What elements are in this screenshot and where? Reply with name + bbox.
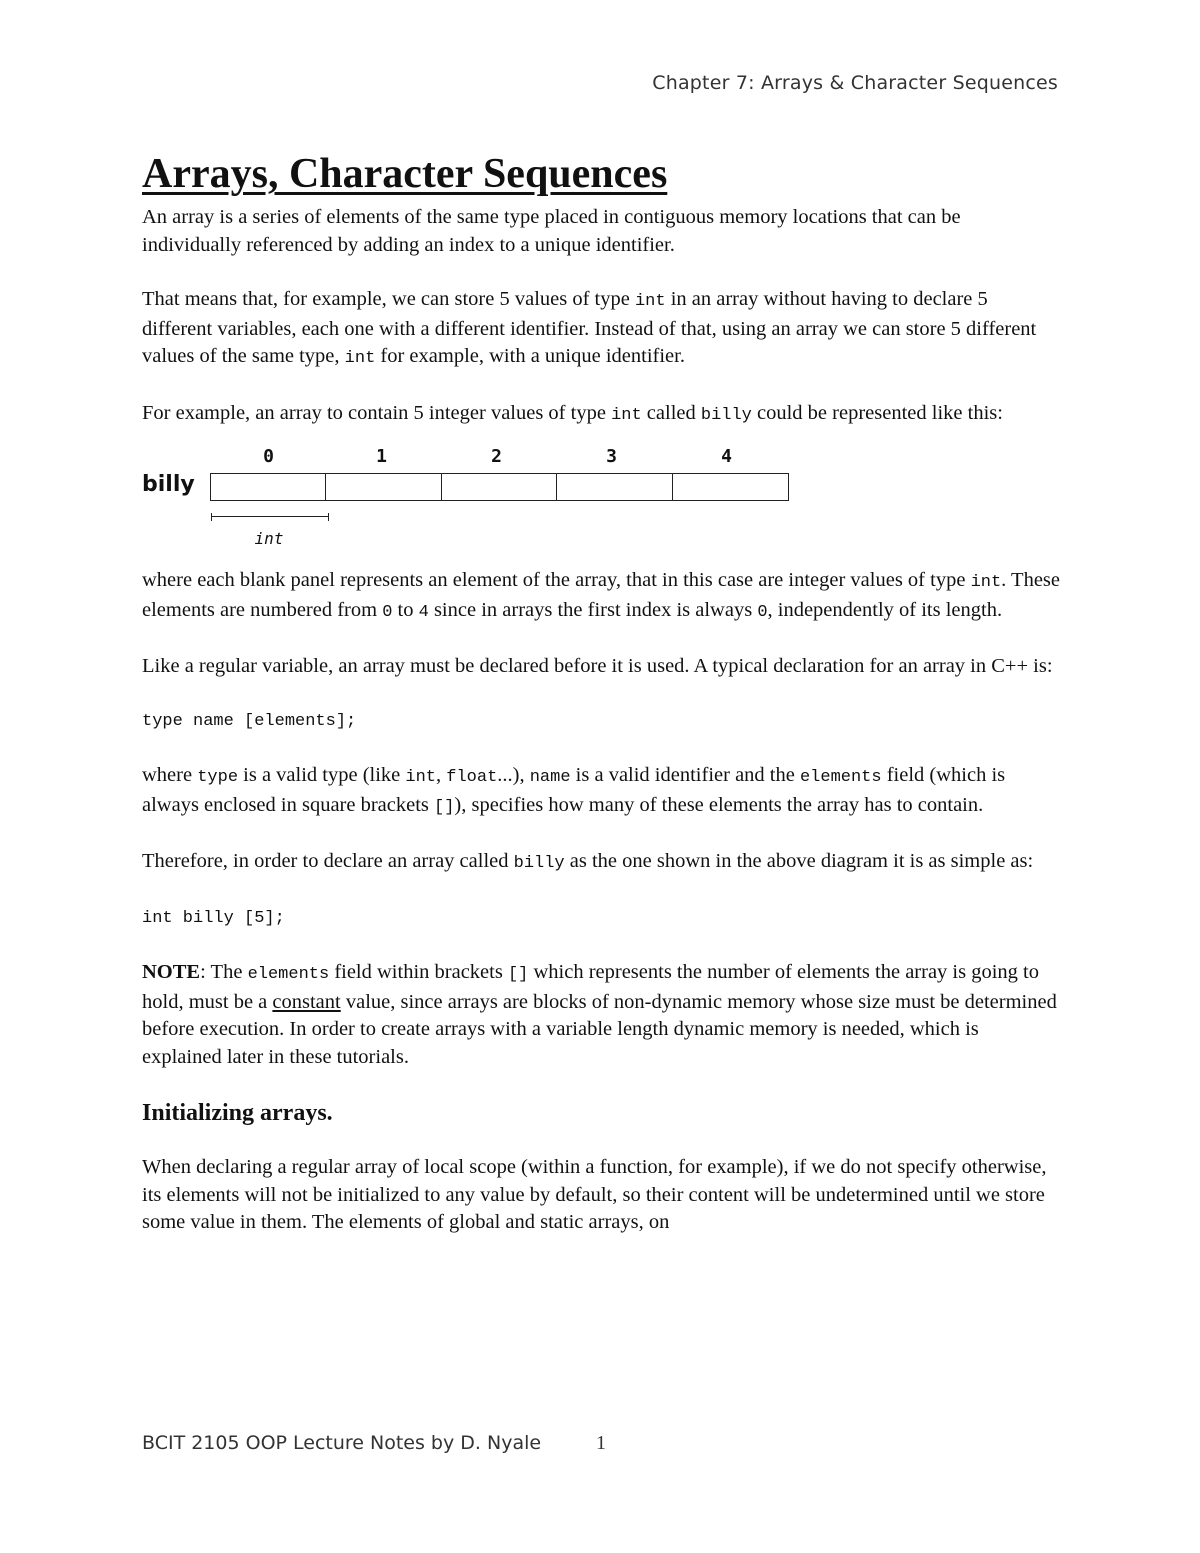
array-diagram xyxy=(142,443,1062,563)
array-name-label: billy xyxy=(142,472,195,497)
paragraph-initializing: When declaring a regular array of local scope (within a function, for example), if we do not specify otherwise, its elements will not be initialized to any value by default, so their content will be undetermined until we store some value in them. The elements of global and static arrays, on xyxy=(142,1156,1047,1233)
paragraph-diagram-intro: For example, an array to contain 5 integer values of type int called billy could be represented like this: xyxy=(142,401,1003,425)
index-label-3: 3 xyxy=(606,446,617,467)
code-declaration-syntax: type name [elements]; xyxy=(142,711,357,731)
array-cell xyxy=(672,473,789,501)
page-number: 1 xyxy=(596,1432,606,1454)
page-footer xyxy=(142,1432,606,1454)
index-label-1: 1 xyxy=(376,446,387,467)
paragraph-therefore: Therefore, in order to declare an array called billy as the one shown in the above diagram it is as simple as: xyxy=(142,850,1034,873)
code-declaration-example: int billy [5]; xyxy=(142,908,285,928)
index-label-0: 0 xyxy=(263,446,274,467)
paragraph-intro: An array is a series of elements of the same type placed in contiguous memory locations that can be individually referenced by adding an index to a unique identifier. xyxy=(142,206,961,256)
element-type-label: int xyxy=(254,529,284,548)
page-title: Arrays, Character Sequences xyxy=(142,151,668,197)
array-cell xyxy=(556,473,673,501)
paragraph-panels: where each blank panel represents an element of the array, that in this case are integer values of type int. These elements are numbered from 0 to 4 since in arrays the first index is always 0, independently of its length. xyxy=(142,569,1060,622)
note-label: NOTE xyxy=(142,961,201,983)
paragraph-note: NOTE: The elements field within brackets [] which represents the number of elements the array is going to hold, must be a constant value, since arrays are blocks of non-dynamic memory whose size must be determined before execution. In order to create arrays with a variable length dynamic memory is needed, which is explained later in these tutorials. xyxy=(142,961,1057,1068)
footer-text: BCIT 2105 OOP Lecture Notes by D. Nyale xyxy=(142,1432,542,1454)
array-cell xyxy=(441,473,558,501)
index-label-4: 4 xyxy=(721,446,732,467)
array-cell xyxy=(210,473,327,501)
paragraph-example: That means that, for example, we can store 5 values of type int in an array without having to declare 5 different variables, each one with a different identifier. Instead of that, using an array we can store 5 different values of the same type, int for example, with a unique identifier. xyxy=(142,288,1037,368)
running-header: Chapter 7: Arrays & Character Sequences xyxy=(652,72,1058,94)
section-heading: Initializing arrays. xyxy=(142,1100,333,1126)
array-cell xyxy=(325,473,442,501)
paragraph-declaration: Like a regular variable, an array must be declared before it is used. A typical declaration for an array in C++ is: xyxy=(142,655,1053,677)
index-label-2: 2 xyxy=(491,446,502,467)
array-cells xyxy=(211,473,789,501)
paragraph-fields: where type is a valid type (like int, float...), name is a valid identifier and the elements field (which is always enclosed in square brackets []), specifies how many of these elements the array has to contain. xyxy=(142,764,1006,817)
main-content xyxy=(142,148,1062,1264)
element-size-bracket xyxy=(211,513,329,521)
